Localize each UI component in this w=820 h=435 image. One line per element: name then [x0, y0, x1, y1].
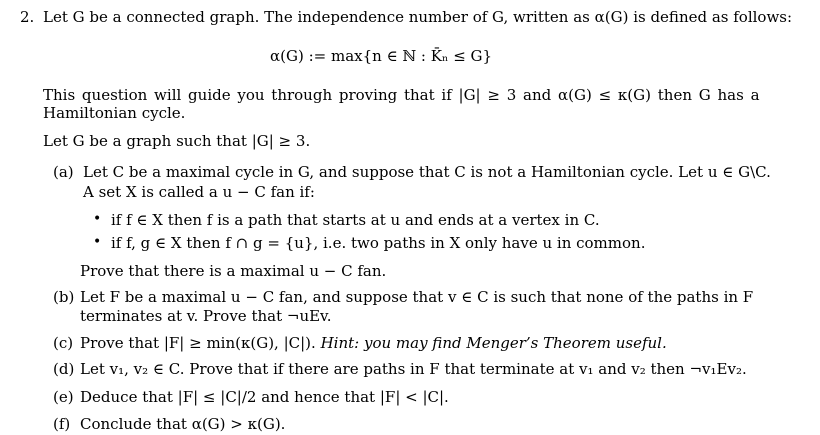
part-b-label: (b) — [53, 288, 75, 306]
part-a-line2: A set X is called a u − C fan if: — [83, 183, 315, 201]
part-e-line1: Deduce that |F| ≤ |C|/2 and hence that |F| < |C|. — [80, 388, 449, 406]
question-number: 2. — [20, 8, 35, 26]
part-f-label: (f) — [53, 415, 71, 433]
part-c-line — [80, 334, 667, 352]
part-f-line1: Conclude that α(G) > κ(G). — [80, 415, 286, 433]
definition-formula: α(G) := max{n ∈ ℕ : K̄ₙ ≤ G} — [270, 47, 493, 65]
part-c-label: (c) — [53, 334, 74, 352]
part-c-text: Prove that |F| ≥ min(κ(G), |C|). — [80, 334, 316, 352]
part-d-label: (d) — [53, 360, 75, 378]
guide-text-cont: Hamiltonian cycle. — [43, 104, 186, 122]
part-c-hint: Hint: you may find Menger’s Theorem useful. — [320, 334, 667, 352]
bullet-icon: • — [93, 234, 102, 250]
part-b-line1: Let F be a maximal u − C fan, and suppose that v ∈ C is such that none of the paths in F — [80, 288, 754, 306]
part-a-task: Prove that there is a maximal u − C fan. — [80, 262, 387, 280]
part-b-line2: terminates at v. Prove that ¬uEv. — [80, 307, 332, 325]
setup-text: Let G be a graph such that |G| ≥ 3. — [43, 132, 311, 150]
guide-text: This question will guide you through proving that if |G| ≥ 3 and α(G) ≤ κ(G) then G has a — [43, 86, 760, 104]
part-e-label: (e) — [53, 388, 74, 406]
intro-text: Let G be a connected graph. The independence number of G, written as α(G) is defined as follows: — [43, 8, 793, 26]
part-a-line1: Let C be a maximal cycle in G, and suppose that C is not a Hamiltonian cycle. Let u ∈ G\C. — [83, 163, 771, 181]
part-d-line1: Let v₁, v₂ ∈ C. Prove that if there are paths in F that terminate at v₁ and v₂ then ¬v₁Ev₂. — [80, 360, 747, 378]
bullet-icon: • — [93, 211, 102, 227]
part-a-label: (a) — [53, 163, 74, 181]
part-a-bullet-1: if f ∈ X then f is a path that starts at u and ends at a vertex in C. — [111, 211, 600, 229]
part-a-bullet-2: if f, g ∈ X then f ∩ g = {u}, i.e. two paths in X only have u in common. — [111, 234, 646, 252]
